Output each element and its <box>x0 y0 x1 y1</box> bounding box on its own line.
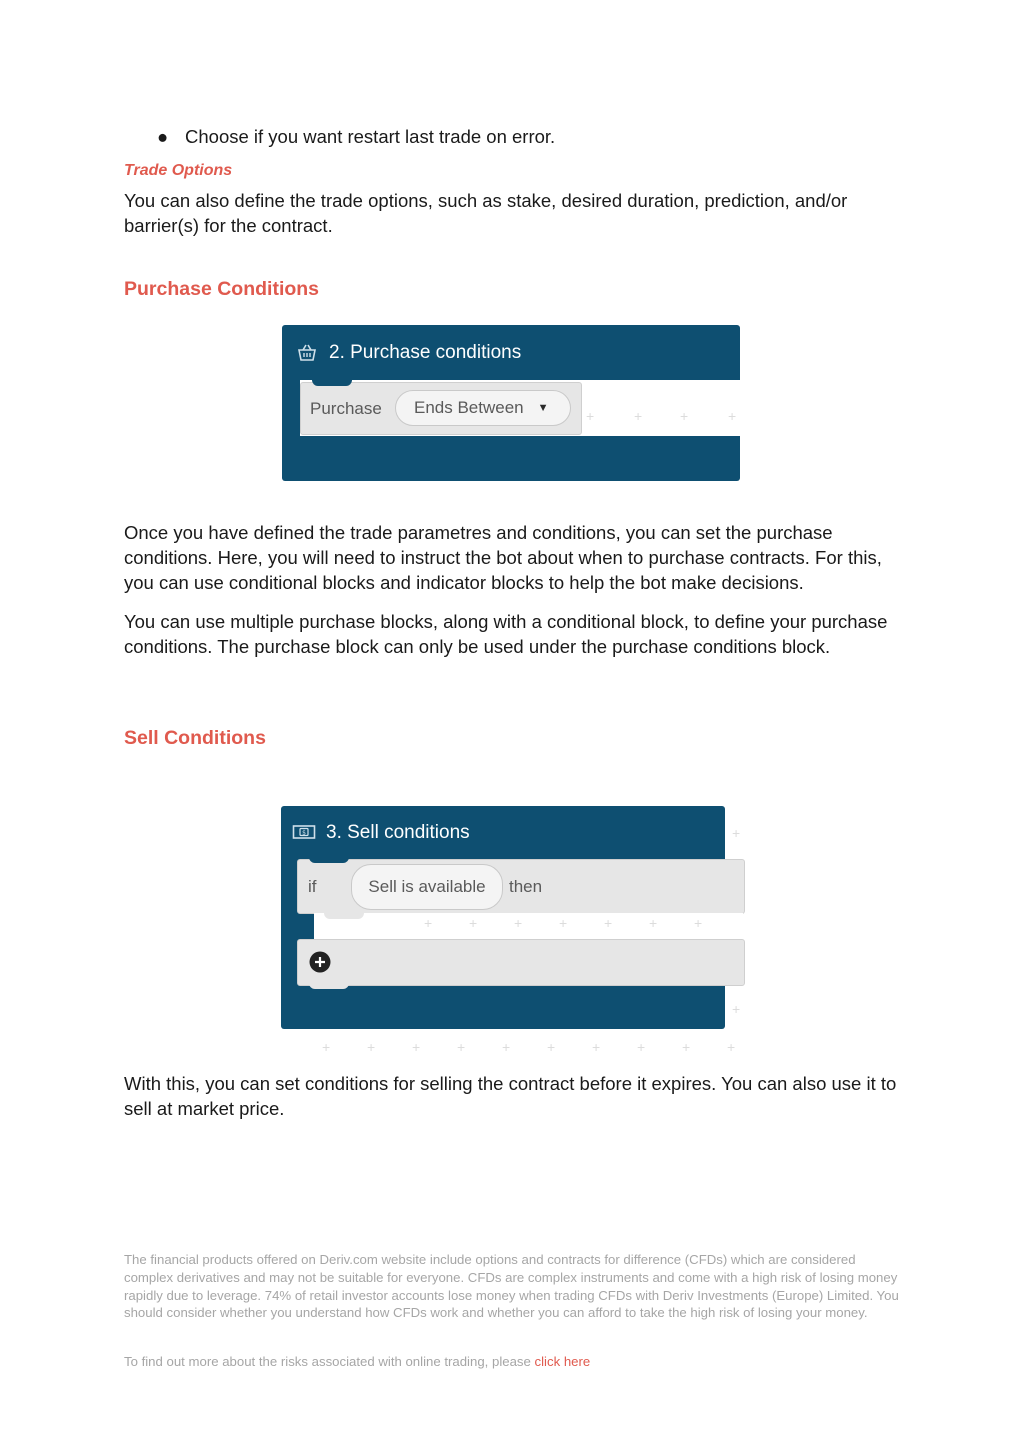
then-label: then <box>509 877 543 896</box>
money-icon <box>292 823 316 841</box>
sell-is-available-condition[interactable] <box>351 864 503 910</box>
block-notch <box>309 983 349 989</box>
plus-circle-icon[interactable] <box>309 951 331 973</box>
sell-conditions-heading: Sell Conditions <box>124 727 266 749</box>
sell-block-title: 3. Sell conditions <box>326 822 470 843</box>
basket-icon <box>296 342 318 364</box>
bottom-grid-row: + + + + + + + + + + <box>322 1039 736 1055</box>
grid-plus: + <box>604 915 613 931</box>
risk-info-text: To find out more about the risks associated with online trading, please <box>124 1354 535 1369</box>
grid-plus: + <box>728 408 737 424</box>
grid-plus: + <box>586 408 595 424</box>
grid-plus: + <box>649 915 658 931</box>
if-block-statement-slot <box>314 913 743 939</box>
purchase-paragraph-2: You can use multiple purchase blocks, along with a conditional block, to define your purchase conditions. The purchase block can only be used under the purchase conditions block. <box>124 611 888 657</box>
dropdown-value: Ends Between <box>414 398 524 417</box>
purchase-conditions-heading: Purchase Conditions <box>124 278 320 300</box>
grid-plus: + <box>732 825 741 841</box>
svg-text:$: $ <box>302 829 306 837</box>
grid-plus: + <box>424 915 433 931</box>
bullet-text: Choose if you want restart last trade on error. <box>185 126 556 147</box>
purchase-block-title: 2. Purchase conditions <box>329 342 522 363</box>
risk-disclaimer: The financial products offered on Deriv.com website include options and contracts for difference (CFDs) which are considered complex derivatives and may not be suitable for everyone. CFDs are complex instruments and come with a high risk of losing money rapidly due to leverage. 74% of retail investor accounts lose money when trading CFDs with Deriv Investments (Europe) Limited. You should consider whether you understand how CFDs work and whether you can afford to take the high risk of losing your money. <box>124 1252 899 1321</box>
if-block-footer <box>297 939 745 986</box>
trade-type-dropdown[interactable] <box>395 390 571 426</box>
grid-plus: + <box>514 915 523 931</box>
click-here-link[interactable]: click here <box>534 1354 591 1369</box>
grid-plus: + <box>559 915 568 931</box>
sell-conditions-block-figure <box>262 795 760 1057</box>
bullet-dot: ● <box>157 126 169 147</box>
trade-options-text: You can also define the trade options, such as stake, desired duration, prediction, and/or barrier(s) for the contract. <box>124 190 848 236</box>
condition-text: Sell is available <box>368 877 486 896</box>
grid-plus: + <box>732 1001 741 1017</box>
purchase-label: Purchase <box>310 399 382 418</box>
grid-plus: + <box>469 915 478 931</box>
grid-plus: + <box>634 408 643 424</box>
trade-options-label: Trade Options <box>124 162 233 179</box>
block-notch <box>309 857 349 863</box>
caret-down-icon: ▼ <box>537 402 549 414</box>
if-label: if <box>308 877 317 896</box>
purchase-paragraph-1: Once you have defined the trade parametres and conditions, you can set the purchase conditions. Here, you will need to instruct the bot about when to purchase contracts. For this, you can use conditional blocks and indicator blocks to help the bot make decisions. <box>124 522 882 593</box>
block-notch <box>324 913 364 919</box>
bullet-item <box>157 124 555 149</box>
block-notch <box>312 380 352 386</box>
sell-paragraph: With this, you can set conditions for selling the contract before it expires. You can also use it to sell at market price. <box>124 1073 897 1119</box>
risk-info-line <box>124 1353 904 1371</box>
grid-plus: + <box>694 915 703 931</box>
grid-plus: + <box>680 408 689 424</box>
purchase-conditions-block-figure <box>272 318 750 496</box>
